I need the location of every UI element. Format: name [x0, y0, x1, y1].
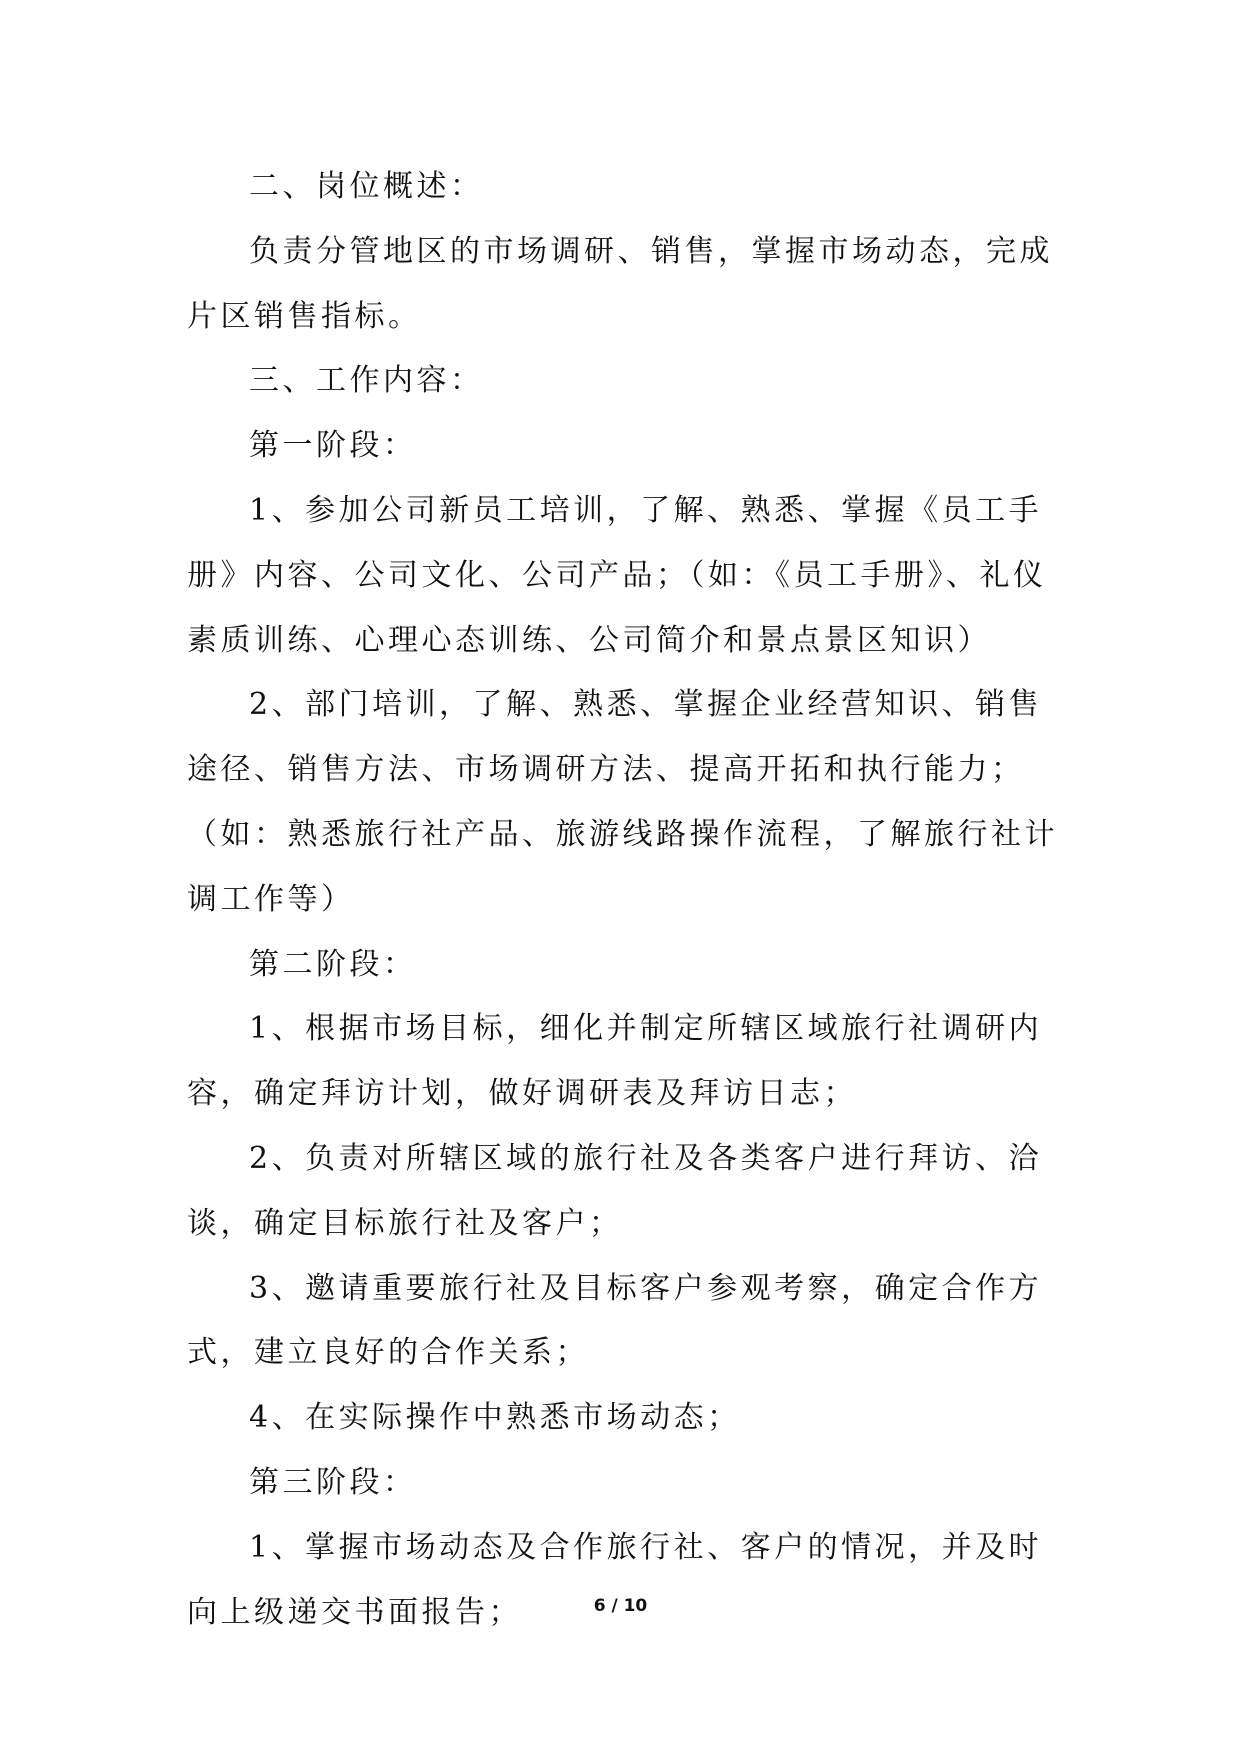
- heading-work-content: 三、工作内容：: [249, 363, 484, 399]
- list-item-stage-two-2: 2、负责对所辖区域的旅行社及各类客户进行拜访、洽谈，确定目标旅行社及客户；: [187, 1140, 1043, 1241]
- list-item-stage-two-1: 1、根据市场目标，细化并制定所辖区域旅行社调研内容，确定拜访计划，做好调研表及拜访日志；: [187, 1011, 1043, 1112]
- page-number: 6 / 10: [593, 1596, 648, 1616]
- heading-job-overview: 二、岗位概述：: [249, 169, 484, 204]
- heading-stage-one: 第一阶段：: [249, 428, 417, 464]
- list-item-stage-three-1: 1、掌握市场动态及合作旅行社、客户的情况，并及时向上级递交书面报告；: [187, 1529, 1043, 1630]
- list-item-stage-two-3: 3、邀请重要旅行社及目标客户参观考察，确定合作方式，建立良好的合作关系；: [187, 1270, 1043, 1371]
- heading-stage-three: 第三阶段：: [249, 1464, 417, 1500]
- paragraph-job-overview: 负责分管地区的市场调研、销售，掌握市场动态，完成片区销售指标。: [187, 233, 1053, 334]
- list-item-stage-one-2: 2、部门培训，了解、熟悉、掌握企业经营知识、销售途径、销售方法、市场调研方法、提高开拓和执行能力；（如：熟悉旅行社产品、旅游线路操作流程，了解旅行社计调工作等）: [187, 687, 1058, 917]
- heading-stage-two: 第二阶段：: [249, 946, 417, 982]
- list-item-stage-one-1: 1、参加公司新员工培训，了解、熟悉、掌握《员工手册》内容、公司文化、公司产品；（如：《员工手册》、礼仪素质训练、心理心态训练、公司简介和景点景区知识）: [187, 492, 1047, 658]
- document-body: [187, 155, 1067, 1645]
- list-item-stage-two-4: 4、在实际操作中熟悉市场动态；: [249, 1400, 741, 1436]
